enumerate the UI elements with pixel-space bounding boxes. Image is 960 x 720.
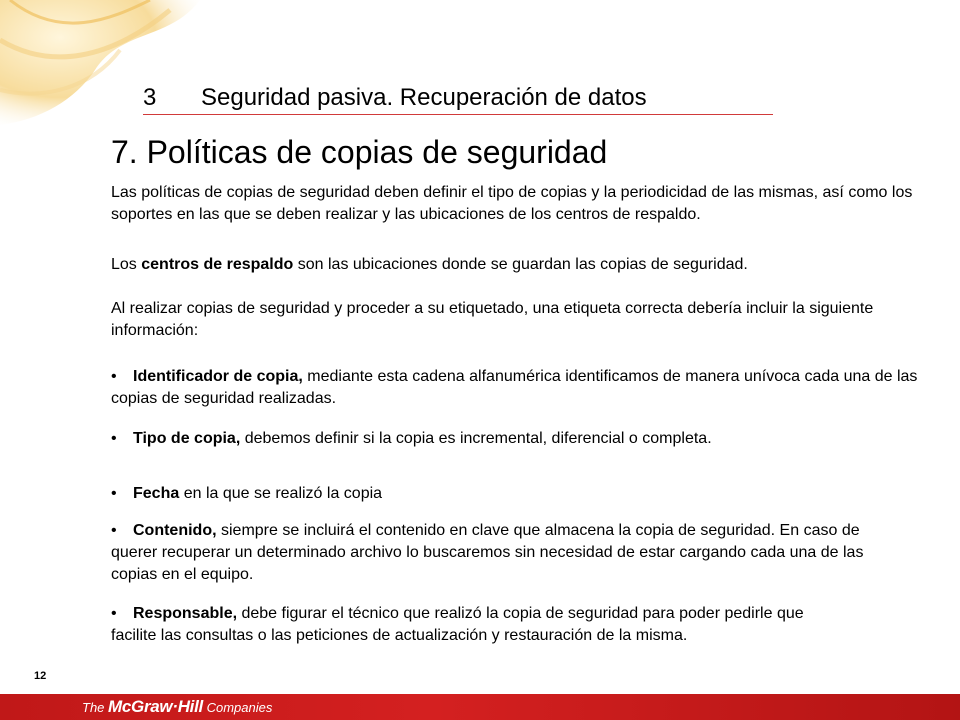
bullet-dot: • xyxy=(111,522,117,539)
logo-brand: McGraw·Hill xyxy=(108,697,203,716)
bullet-text: debe figurar el técnico que realizó la copia de seguridad para poder pedirle que facilite las consultas o las peticiones de actualización y restauración de la misma. xyxy=(111,605,804,644)
slide-title: 7. Políticas de copias de seguridad xyxy=(111,134,608,170)
page-number: 12 xyxy=(34,670,47,682)
bullet-item xyxy=(111,520,901,586)
bullet-dot: • xyxy=(111,368,117,385)
bullet-dot: • xyxy=(111,605,117,622)
p2-suffix: son las ubicaciones donde se guardan las copias de seguridad. xyxy=(293,256,748,273)
paragraph-etiqueta: Al realizar copias de seguridad y proceder a su etiquetado, una etiqueta correcta debería incluir la siguiente información: xyxy=(111,300,874,339)
p2-bold: centros de respaldo xyxy=(141,256,294,273)
bullet-item xyxy=(111,428,721,450)
bullet-dot: • xyxy=(111,485,117,502)
bullet-term: Identificador de copia, xyxy=(133,368,303,385)
chapter-header xyxy=(143,84,647,112)
chapter-title: Seguridad pasiva. Recuperación de datos xyxy=(201,84,647,111)
publisher-logo xyxy=(82,697,272,718)
bullet-term: Contenido, xyxy=(133,522,217,539)
bullet-term: Fecha xyxy=(133,485,180,502)
chapter-number: 3 xyxy=(143,84,157,111)
bullet-item xyxy=(111,366,931,410)
bullet-term: Tipo de copia, xyxy=(133,430,241,447)
bullet-text: en la que se realizó la copia xyxy=(179,485,383,502)
header-rule xyxy=(143,114,773,115)
footer-bar xyxy=(0,694,960,720)
bullet-text: mediante esta cadena alfanumérica identificamos de manera unívoca cada una de las copias de seguridad realizadas. xyxy=(111,368,918,407)
bullet-item xyxy=(111,483,931,505)
bullet-text: debemos definir si la copia es incremental, diferencial o completa. xyxy=(240,430,712,447)
bullet-text: siempre se incluirá el contenido en clave que almacena la copia de seguridad. En caso de querer recuperar un determinado archivo lo buscaremos sin necesidad de estar cargando cada una de las copias en el equipo. xyxy=(111,522,864,583)
logo-the: The xyxy=(82,700,109,715)
paragraph-centros xyxy=(111,254,931,276)
paragraph-policies: Las políticas de copias de seguridad deben definir el tipo de copias y la periodicidad de las mismas, así como los soportes en las que se deben realizar y las ubicaciones de los centros de respaldo. xyxy=(111,184,913,223)
bullet-term: Responsable, xyxy=(133,605,238,622)
bullet-dot: • xyxy=(111,430,117,447)
logo-companies: Companies xyxy=(202,700,273,715)
bullet-item xyxy=(111,603,841,647)
p2-prefix: Los xyxy=(111,256,142,273)
